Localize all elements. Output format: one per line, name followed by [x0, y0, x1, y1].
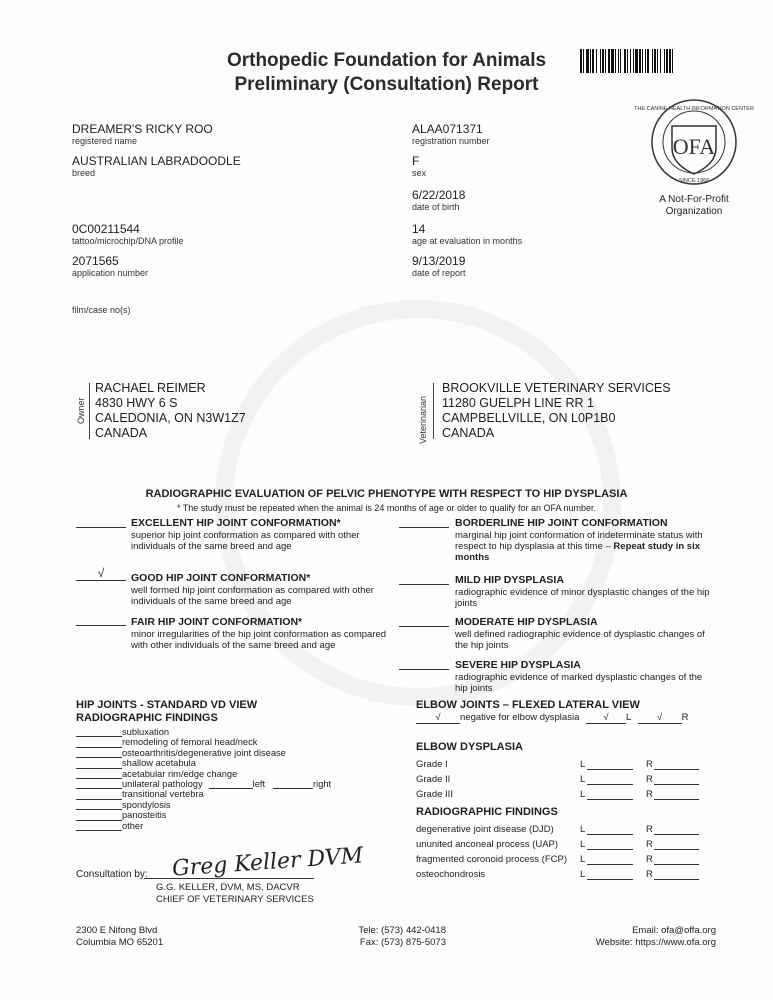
- good-mark[interactable]: √: [76, 566, 126, 581]
- mild-desc: [455, 587, 710, 609]
- hip-finding-label: transitional vertebra: [122, 789, 204, 800]
- tattoo-label: tattoo/microchip/DNA profile: [72, 236, 184, 246]
- elbow-negative-label: negative for elbow dysplasia: [460, 712, 580, 723]
- hip-finding-label: unilateral pathology: [122, 779, 203, 790]
- mild-desc-line2: joints: [455, 598, 478, 609]
- report-date-label: date of report: [412, 268, 466, 278]
- elbow-finding-row-label: osteochondrosis: [416, 869, 486, 880]
- mild-title: MILD HIP DYSPLASIA: [455, 574, 564, 586]
- fair-desc-line1: minor irregularities of the hip joint conformation as compared: [131, 629, 387, 640]
- hip-finding-blank[interactable]: [76, 811, 122, 821]
- elbow-finding-row-right-letter: R: [646, 839, 653, 850]
- unilateral-left-label: left: [252, 779, 266, 790]
- tattoo: 0C00211544: [72, 222, 140, 236]
- good-title: GOOD HIP JOINT CONFORMATION*: [131, 572, 311, 584]
- elbow-finding-row-right-letter: R: [646, 869, 653, 880]
- footer-address-line2: Columbia MO 65201: [76, 937, 164, 948]
- hip-finding-row: [76, 748, 376, 758]
- vet-city: CAMPBELLVILLE, ON L0P1B0: [442, 411, 616, 425]
- elbow-grade-row-right-letter: R: [646, 789, 653, 800]
- borderline-desc-line3: months: [455, 552, 490, 563]
- registered-name-label: registered name: [72, 136, 138, 146]
- hip-finding-row: [76, 727, 376, 737]
- elbow-right-mark[interactable]: √: [638, 712, 682, 724]
- hip-finding-blank[interactable]: [76, 769, 122, 779]
- elbow-grade-row: [416, 757, 716, 772]
- hip-finding-label: subluxation: [122, 727, 170, 737]
- hip-finding-row: [76, 737, 376, 747]
- hip-finding-blank[interactable]: [76, 727, 122, 737]
- consultation-label: Consultation by:: [76, 869, 148, 880]
- elbow-grade-row-left-letter: L: [580, 759, 586, 770]
- svg-text:OFA: OFA: [672, 134, 716, 159]
- elbow-finding-row-left-blank[interactable]: [587, 852, 633, 865]
- footer-tele: Tele: (573) 442-0418: [358, 925, 446, 936]
- hip-findings-title1: HIP JOINTS - STANDARD VD VIEW: [76, 699, 258, 711]
- hip-finding-blank[interactable]: [76, 738, 122, 748]
- elbow-grade-row: [416, 772, 716, 787]
- hip-finding-row: [76, 800, 376, 810]
- elbow-finding-row: [416, 822, 716, 837]
- elbow-negative-row: [416, 712, 688, 724]
- excellent-desc: [131, 530, 360, 552]
- severe-mark[interactable]: [399, 655, 449, 670]
- hip-finding-label: other: [122, 820, 144, 831]
- hip-finding-blank[interactable]: [76, 779, 122, 789]
- elbow-right-label: R: [681, 712, 689, 723]
- breed: AUSTRALIAN LABRADOODLE: [72, 154, 241, 168]
- fair-desc-line2: with other individuals of the same breed and age: [131, 640, 336, 651]
- application-number: 2071565: [72, 254, 119, 268]
- elbow-grade-row-right-blank[interactable]: [654, 787, 699, 800]
- hip-finding-blank[interactable]: [76, 759, 122, 769]
- elbow-finding-row: [416, 852, 716, 867]
- moderate-desc-line1: well defined radiographic evidence of dysplastic changes of: [455, 629, 705, 640]
- elbow-grade-row-label: Grade I: [416, 759, 448, 770]
- hip-finding-blank[interactable]: [76, 821, 122, 831]
- owner-country: CANADA: [95, 426, 148, 440]
- application-number-label: application number: [72, 268, 149, 278]
- elbow-negative-mark[interactable]: √: [416, 712, 460, 724]
- severe-title: SEVERE HIP DYSPLASIA: [455, 659, 581, 671]
- fair-mark[interactable]: [76, 611, 126, 626]
- elbow-title: ELBOW JOINTS – FLEXED LATERAL VIEW: [416, 699, 640, 711]
- registered-name: DREAMER'S RICKY ROO: [72, 122, 213, 136]
- hip-finding-label: acetabular rim/edge change: [122, 768, 238, 779]
- elbow-finding-row-label: fragmented coronoid process (FCP): [416, 854, 568, 865]
- elbow-left-mark[interactable]: √: [586, 712, 626, 724]
- vet-country: CANADA: [442, 426, 495, 440]
- hip-finding-row: [76, 821, 376, 831]
- hip-finding-label: remodeling of femoral head/neck: [122, 737, 258, 748]
- owner-city: CALEDONIA, ON N3W1Z7: [95, 411, 246, 425]
- moderate-title: MODERATE HIP DYSPLASIA: [455, 616, 598, 628]
- severe-desc: [455, 672, 702, 694]
- hip-finding-row: [76, 758, 376, 768]
- elbow-grade-row-left-letter: L: [580, 774, 586, 785]
- moderate-desc-line2: the hip joints: [455, 640, 509, 651]
- elbow-grade-row-right-letter: R: [646, 759, 653, 770]
- elbow-finding-row-right-letter: R: [646, 824, 653, 835]
- mild-desc-line1: radiographic evidence of minor dysplastic changes of the hip: [455, 587, 710, 598]
- footer-contact: [560, 925, 716, 949]
- elbow-finding-row-right-blank[interactable]: [654, 867, 699, 880]
- elbow-dysplasia-title: ELBOW DYSPLASIA: [416, 741, 523, 753]
- elbow-grade-row-left-blank[interactable]: [587, 757, 633, 770]
- signature-line: [144, 878, 314, 879]
- report-date: 9/13/2019: [412, 254, 466, 268]
- elbow-finding-row-right-blank[interactable]: [654, 822, 699, 835]
- elbow-grade-row-left-blank[interactable]: [587, 787, 633, 800]
- moderate-desc: [455, 629, 705, 651]
- elbow-finding-row: [416, 837, 716, 852]
- owner-vertical-label: Owner: [76, 397, 86, 424]
- elbow-grade-row-right-blank[interactable]: [654, 757, 699, 770]
- breed-label: breed: [72, 168, 96, 178]
- barcode: [578, 47, 746, 75]
- vet-vertical-label: Veterinarian: [418, 395, 428, 444]
- borderline-desc: [455, 530, 715, 563]
- signer-position: CHIEF OF VETERINARY SERVICES: [156, 894, 314, 905]
- elbow-finding-row-left-blank[interactable]: [587, 867, 633, 880]
- elbow-grade-list: [416, 757, 716, 802]
- elbow-findings-list: [416, 822, 716, 882]
- unilateral-left-blank[interactable]: [209, 779, 253, 789]
- age-label: age at evaluation in months: [412, 236, 523, 246]
- hip-findings-list: [76, 727, 376, 831]
- sex: F: [412, 154, 420, 168]
- hip-finding-blank[interactable]: [76, 790, 122, 800]
- excellent-title: EXCELLENT HIP JOINT CONFORMATION*: [131, 517, 341, 529]
- elbow-grade-row-left-blank[interactable]: [587, 772, 633, 785]
- borderline-title: BORDERLINE HIP JOINT CONFORMATION: [455, 517, 668, 529]
- logo-caption: [640, 194, 748, 218]
- severe-desc-line1: radiographic evidence of marked dysplastic changes of the: [455, 672, 703, 683]
- hip-finding-blank[interactable]: [76, 800, 122, 810]
- fair-title: FAIR HIP JOINT CONFORMATION*: [131, 616, 303, 628]
- elbow-finding-row-label: degenerative joint disease (DJD): [416, 824, 554, 835]
- vet-divider: [433, 383, 434, 439]
- good-desc-line1: well formed hip joint conformation as compared with other: [131, 585, 374, 596]
- elbow-finding-row-left-blank[interactable]: [587, 837, 633, 850]
- date-of-birth: 6/22/2018: [412, 188, 466, 202]
- signature: Greg Keller DVM: [171, 843, 364, 882]
- report-title-line2: Preliminary (Consultation) Report: [234, 74, 539, 95]
- moderate-mark[interactable]: [399, 612, 449, 627]
- elbow-finding-row-left-letter: L: [580, 854, 586, 865]
- hip-finding-row: [76, 779, 376, 789]
- vet-address: [442, 381, 671, 441]
- excellent-mark[interactable]: [76, 513, 126, 528]
- elbow-finding-row: [416, 867, 716, 882]
- borderline-repeat: Repeat study in six: [613, 541, 701, 552]
- hip-finding-row: [76, 789, 376, 799]
- footer-fax: Fax: (573) 875-5073: [359, 937, 446, 948]
- registration-number-label: registration number: [412, 136, 490, 146]
- elbow-findings-title: RADIOGRAPHIC FINDINGS: [416, 806, 558, 818]
- borderline-mark[interactable]: [399, 513, 449, 528]
- excellent-desc-line1: superior hip joint conformation as compared with other: [131, 530, 360, 541]
- evaluation-note: * The study must be repeated when the animal is 24 months of age or older to qualify for an OFA number.: [176, 503, 597, 513]
- elbow-grade-row-label: Grade III: [416, 789, 453, 800]
- elbow-grade-row-label: Grade II: [416, 774, 451, 785]
- ofa-logo: [634, 98, 754, 190]
- elbow-finding-row-left-blank[interactable]: [587, 822, 633, 835]
- vet-name: BROOKVILLE VETERINARY SERVICES: [442, 381, 671, 395]
- elbow-finding-row-left-letter: L: [580, 869, 586, 880]
- hip-finding-label: osteoarthritis/degenerative joint disease: [122, 747, 286, 758]
- fair-desc: [131, 629, 386, 651]
- hip-finding-row: [76, 810, 376, 820]
- date-of-birth-label: date of birth: [412, 202, 460, 212]
- logo-caption-line1: A Not-For-Profit: [659, 194, 729, 205]
- hip-finding-label: panosteitis: [122, 810, 167, 821]
- unilateral-right-blank[interactable]: [273, 779, 313, 789]
- age: 14: [412, 222, 426, 236]
- footer-website[interactable]: Website: https://www.ofa.org: [595, 937, 716, 948]
- evaluation-title: RADIOGRAPHIC EVALUATION OF PELVIC PHENOTYPE WITH RESPECT TO HIP DYSPLASIA: [145, 488, 628, 500]
- mild-mark[interactable]: [399, 570, 449, 585]
- unilateral-right-label: right: [313, 779, 332, 790]
- hip-finding-label: spondylosis: [122, 799, 171, 810]
- hip-finding-label: shallow acetabula: [122, 758, 196, 769]
- vet-street: 11280 GUELPH LINE RR 1: [442, 396, 594, 410]
- elbow-finding-row-left-letter: L: [580, 839, 586, 850]
- owner-divider: [89, 383, 90, 439]
- hip-findings-title2: RADIOGRAPHIC FINDINGS: [76, 712, 218, 724]
- footer-address-line1: 2300 E Nifong Blvd: [76, 925, 158, 936]
- footer-phone: [336, 925, 446, 949]
- excellent-desc-line2: individuals of the same breed and age: [131, 541, 292, 552]
- good-desc-line2: individuals of the same breed and age: [131, 596, 292, 607]
- svg-text:SINCE 1966: SINCE 1966: [678, 178, 710, 184]
- film-case-label: film/case no(s): [72, 305, 131, 315]
- logo-caption-line2: Organization: [665, 206, 723, 217]
- elbow-grade-row-left-letter: L: [580, 789, 586, 800]
- footer-address: [76, 925, 163, 949]
- owner-name: RACHAEL REIMER: [95, 381, 206, 395]
- owner-street: 4830 HWY 6 S: [95, 396, 178, 410]
- elbow-finding-row-right-blank[interactable]: [654, 852, 699, 865]
- good-desc: [131, 585, 374, 607]
- borderline-desc-line2: respect to hip dysplasia at this time –: [455, 541, 614, 552]
- svg-text:THE CANINE HEALTH INFORMATION: THE CANINE HEALTH INFORMATION CENTER: [634, 106, 754, 112]
- sex-label: sex: [412, 168, 427, 178]
- report-title-line1: Orthopedic Foundation for Animals: [226, 50, 547, 71]
- hip-finding-row: [76, 769, 376, 779]
- elbow-finding-row-label: ununited anconeal process (UAP): [416, 839, 559, 850]
- elbow-finding-row-left-letter: L: [580, 824, 586, 835]
- elbow-grade-row: [416, 787, 716, 802]
- signer-block: [156, 882, 314, 906]
- elbow-finding-row-right-letter: R: [646, 854, 653, 865]
- owner-address: [95, 381, 246, 441]
- elbow-grade-row-right-blank[interactable]: [654, 772, 699, 785]
- borderline-desc-line1: marginal hip joint conformation of indeterminate status with: [455, 530, 703, 541]
- elbow-finding-row-right-blank[interactable]: [654, 837, 699, 850]
- elbow-left-label: L: [626, 712, 631, 723]
- severe-desc-line2: hip joints: [455, 683, 493, 694]
- registration-number: ALAA071371: [412, 122, 483, 136]
- footer-email[interactable]: Email: ofa@offa.org: [632, 925, 716, 936]
- elbow-grade-row-right-letter: R: [646, 774, 653, 785]
- hip-finding-blank[interactable]: [76, 748, 122, 758]
- signer-name: G.G. KELLER, DVM, MS, DACVR: [156, 882, 300, 893]
